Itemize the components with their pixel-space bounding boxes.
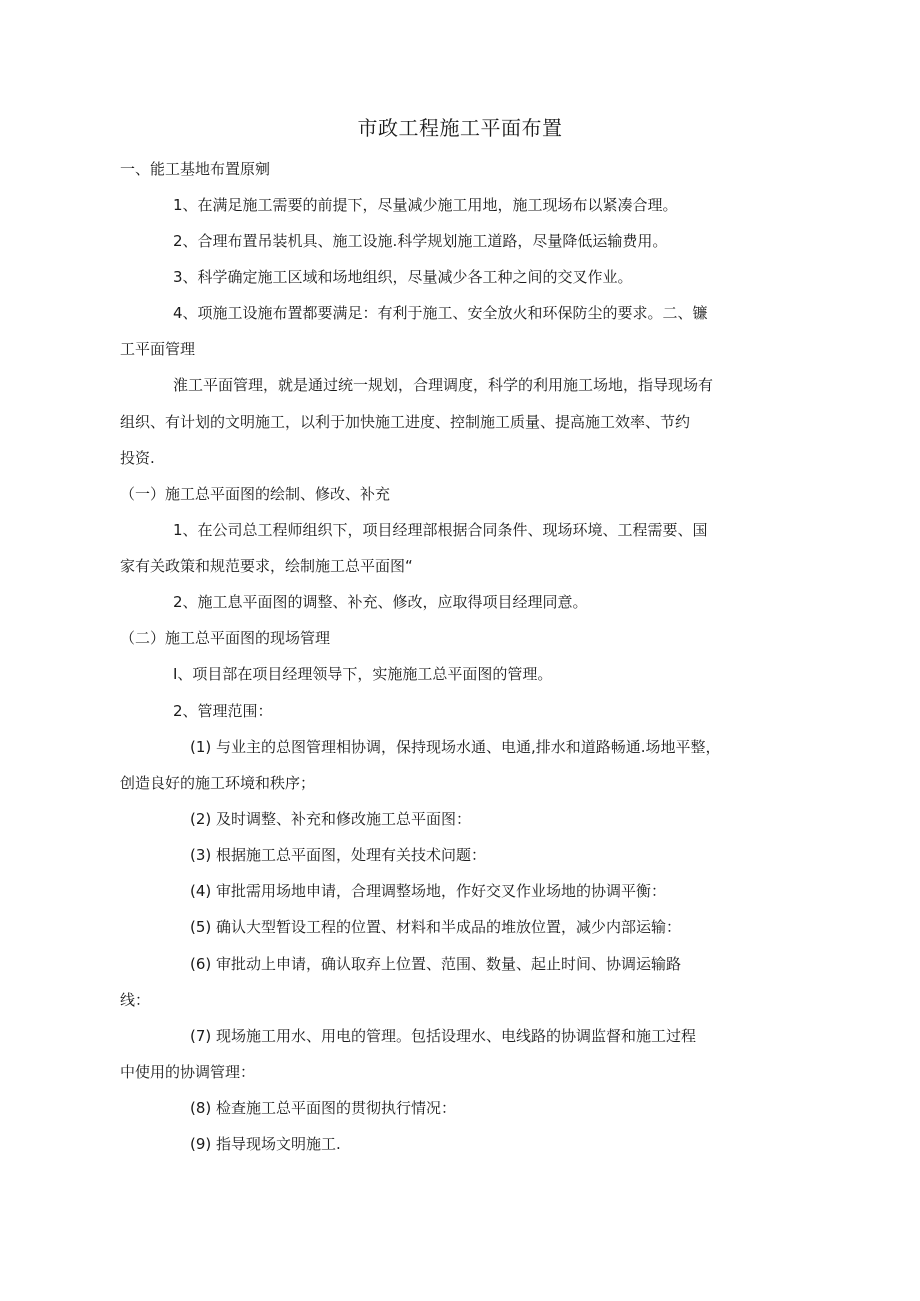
heading-1: 一、能工基地布置原剜: [120, 160, 271, 178]
list-item: (4) 审批需用场地申请，合理调整场地，作好交叉作业场地的协调平衡：: [190, 882, 667, 900]
list-item: (8) 检查施工总平面图的贯彻执行情况：: [190, 1099, 457, 1117]
list-item: (7) 现场施工用水、用电的管理。包括设理水、电线路的协调监督和施工过程: [190, 1027, 697, 1045]
heading-2: （一）施工总平面图的绘制、修改、补充: [120, 485, 391, 503]
paragraph-line: 3、科学确定施工区域和场地组织，尽量减少各工种之间的交叉作业。: [173, 268, 633, 286]
list-item: (1) 与业主的总图管理相协调，保持现场水通、电通,排水和道路畅通.场地平整，: [190, 738, 721, 756]
paragraph-line: 淮工平面管理，就是通过统一规划，合理调度，科学的利用施工场地，指导现场有: [173, 376, 714, 394]
paragraph-line: 2、合理布置吊装机具、施工设施.科学规划施工道路，尽量降低运输费用。: [173, 232, 668, 250]
paragraph-line: 2、管理范围：: [173, 702, 273, 720]
paragraph-line: 工平面管理: [120, 340, 196, 358]
list-item: (2) 及时调整、补充和修改施工总平面图：: [190, 810, 472, 828]
paragraph-line: I、项目部在项目经理领导下，实施施工总平面图的管理。: [173, 665, 553, 683]
paragraph-line: 2、施工息平面图的调整、补充、修改，应取得项目经理同意。: [173, 593, 588, 611]
list-item: (6) 审批动上申请，确认取弃上位置、范围、数量、起止时间、协调运输路: [190, 955, 682, 973]
list-item-continuation: 中使用的协调管理：: [120, 1063, 256, 1081]
list-item: (5) 确认大型暂设工程的位置、材料和半成品的堆放位置，减少内部运输：: [190, 918, 682, 936]
paragraph-line: 4、项施工设施布置都要满足：有利于施工、安全放火和环保防尘的要求。二、镰: [173, 304, 708, 322]
paragraph-line: 家有关政策和规范要求，绘制施工总平面图“: [120, 557, 413, 575]
heading-3: （二）施工总平面图的现场管理: [120, 629, 331, 647]
paragraph-line: 投资.: [120, 449, 155, 467]
paragraph-line: 组织、有计划的文明施工，以利于加快施工进度、控制施工质量、提高施工效率、节约: [120, 413, 691, 431]
list-item: (3) 根据施工总平面图，处理有关技术问题：: [190, 846, 487, 864]
paragraph-line: 1、在公司总工程师组织下，项目经理部根据合同条件、现场环境、工程需要、国: [173, 521, 708, 539]
document-title: 市政工程施工平面布置: [357, 116, 563, 140]
list-item-continuation: 线：: [120, 991, 151, 1009]
paragraph-line: 1、在满足施工需要的前提下，尽量减少施工用地，施工现场布以紧凑合理。: [173, 196, 678, 214]
list-item-continuation: 创造良好的施工环境和秩序；: [120, 774, 316, 792]
list-item: (9) 指导现场文明施工.: [190, 1135, 341, 1153]
